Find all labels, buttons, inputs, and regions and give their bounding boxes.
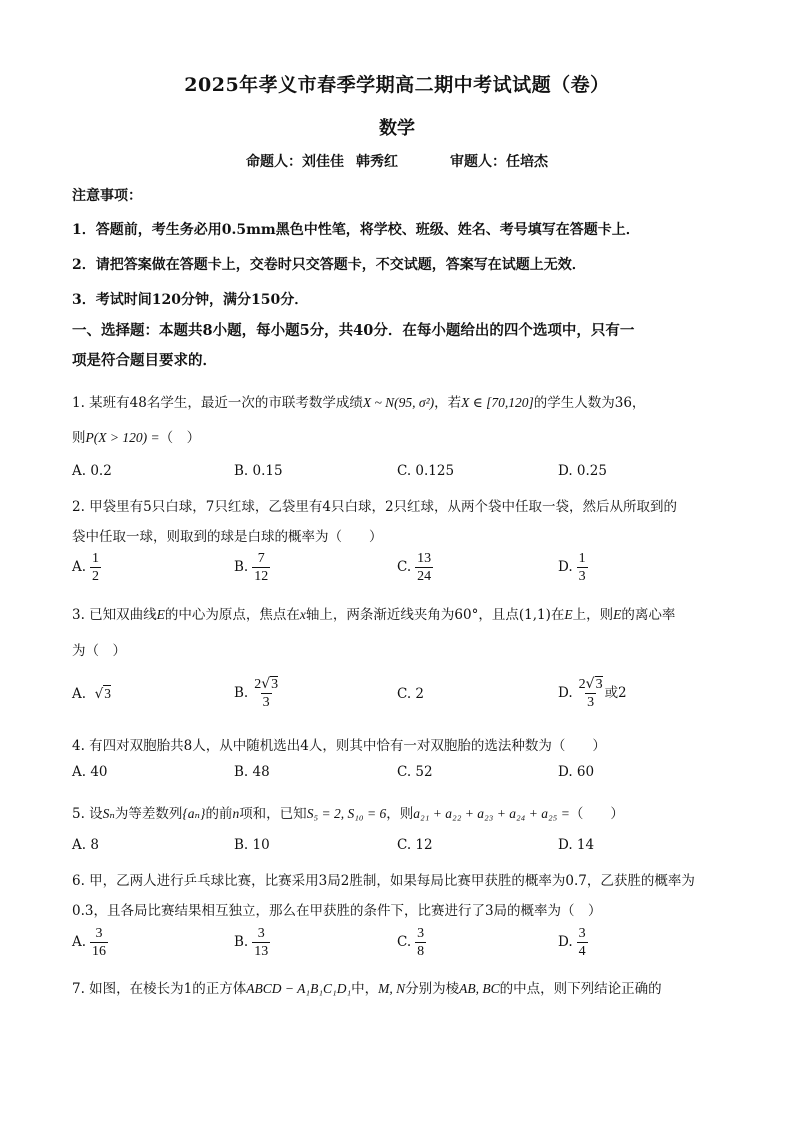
q2-option-d[interactable]: D. $\frac{1}{3}$ (558, 551, 586, 584)
q1-math-distribution: X ~ N(95, σ²) (362, 395, 435, 410)
q1-math-interval: X ∈ [70,120] (461, 395, 534, 410)
reviewer-label: 审题人：任培杰 (450, 154, 548, 170)
q4-option-a[interactable]: A. 40 (72, 764, 108, 780)
exam-title: 2025年孝义市春季学期高二期中考试试题（卷） (184, 74, 610, 96)
q5-option-d[interactable]: D. 14 (558, 837, 595, 853)
q6-option-a[interactable]: A. $\frac{3}{16}$ (72, 926, 107, 959)
q3-option-b[interactable]: B. $\frac{2√3}{3}$ (234, 676, 279, 710)
q5-option-a[interactable]: A. 8 (72, 837, 99, 853)
question-5-options (72, 837, 732, 867)
q3-option-a[interactable]: A. √3 (72, 686, 111, 702)
q2-option-c[interactable]: C. $\frac{13}{24}$ (397, 551, 432, 584)
question-1-options (72, 463, 732, 493)
q3-option-d[interactable]: D. $\frac{2√3}{3}$ 或2 (558, 676, 627, 710)
q1-option-a[interactable]: A. 0.2 (72, 463, 112, 479)
question-3-options (72, 676, 732, 720)
question-6-line1: 6. 甲，乙两人进行乒乓球比赛，比赛采用3局2胜制，如果每局比赛甲获胜的概率为0.7，乙获胜的概率为 (72, 873, 695, 889)
q1-option-d[interactable]: D. 0.25 (558, 463, 607, 479)
q1-math-prob: P(X > 120) = (85, 430, 160, 445)
notice-item-1: 1．答题前，考生务必用0.5mm黑色中性笔，将学校、班级、姓名、考号填写在答题卡上． (72, 222, 640, 238)
question-5-line1: 5. 设Sₙ为等差数列{aₙ}的前n项和，已知S₅ = 2, S₁₀ = 6，则a₂₁ + a₂₂ + a₂₃ + a₂₄ + a₂₅ =（ ） (72, 806, 624, 822)
q4-option-b[interactable]: B. 48 (234, 764, 270, 780)
question-2-line1: 2. 甲袋里有5只白球，7只红球，乙袋里有4只白球，2只红球，从两个袋中任取一袋，然后从所取到的 (72, 499, 678, 515)
q6-option-c[interactable]: C. $\frac{3}{8}$ (397, 926, 425, 959)
q1-option-c[interactable]: C. 0.125 (397, 463, 455, 479)
question-4-line1: 4. 有四对双胞胎共8人，从中随机选出4人，则其中恰有一对双胞胎的选法种数为（ ） (72, 738, 606, 754)
q5-option-b[interactable]: B. 10 (234, 837, 270, 853)
notice-heading: 注意事项： (72, 188, 142, 204)
question-3-line2: 为（ ） (72, 643, 126, 659)
question-6-options (72, 925, 732, 965)
question-2-options (72, 550, 732, 590)
q5-option-c[interactable]: C. 12 (397, 837, 433, 853)
q4-option-d[interactable]: D. 60 (558, 764, 595, 780)
question-6-line2: 0.3，且各局比赛结果相互独立，那么在甲获胜的条件下，比赛进行了3局的概率为（ ） (72, 903, 602, 919)
question-1-line1: 1. 某班有48名学生，最近一次的市联考数学成绩X ~ N(95, σ²)，若X ∈ [70,120]的学生人数为36， (72, 395, 646, 411)
authors-line (0, 151, 794, 171)
q1-option-b[interactable]: B. 0.15 (234, 463, 283, 479)
question-2-line2: 袋中任取一球，则取到的球是白球的概率为（ ） (72, 529, 383, 545)
notice-item-2: 2．请把答案做在答题卡上，交卷时只交答题卡，不交试题，答案写在试题上无效． (72, 257, 586, 273)
question-3-line1: 3. 已知双曲线E的中心为原点，焦点在x轴上，两条渐近线夹角为60°，且点(1,1)在E上，则E的离心率 (72, 607, 676, 623)
q2-option-a[interactable]: A. $\frac{1}{2}$ (72, 551, 100, 584)
section-heading-line1: 一、选择题：本题共8小题，每小题5分，共40分．在每小题给出的四个选项中，只有一 (72, 322, 635, 339)
question-7-line1: 7. 如图，在棱长为1的正方体ABCD − A₁B₁C₁D₁中，M, N分别为棱AB, BC的中点，则下列结论正确的 (72, 981, 662, 997)
question-1-line2: 则P(X > 120) =（ ） (72, 430, 201, 446)
question-4-options (72, 764, 732, 794)
setter-2: 韩秀红 (356, 154, 398, 170)
section-heading-line2: 项是符合题目要求的． (72, 352, 217, 369)
q6-option-b[interactable]: B. $\frac{3}{13}$ (234, 926, 269, 959)
q4-option-c[interactable]: C. 52 (397, 764, 433, 780)
q3-option-c[interactable]: C. 2 (397, 686, 425, 702)
q6-option-d[interactable]: D. $\frac{3}{4}$ (558, 926, 586, 959)
setter-label: 命题人：刘佳佳 (246, 154, 344, 170)
notice-item-3: 3．考试时间120分钟，满分150分． (72, 292, 309, 308)
subject-title: 数学 (379, 118, 415, 139)
q2-option-b[interactable]: B. $\frac{7}{12}$ (234, 551, 269, 584)
